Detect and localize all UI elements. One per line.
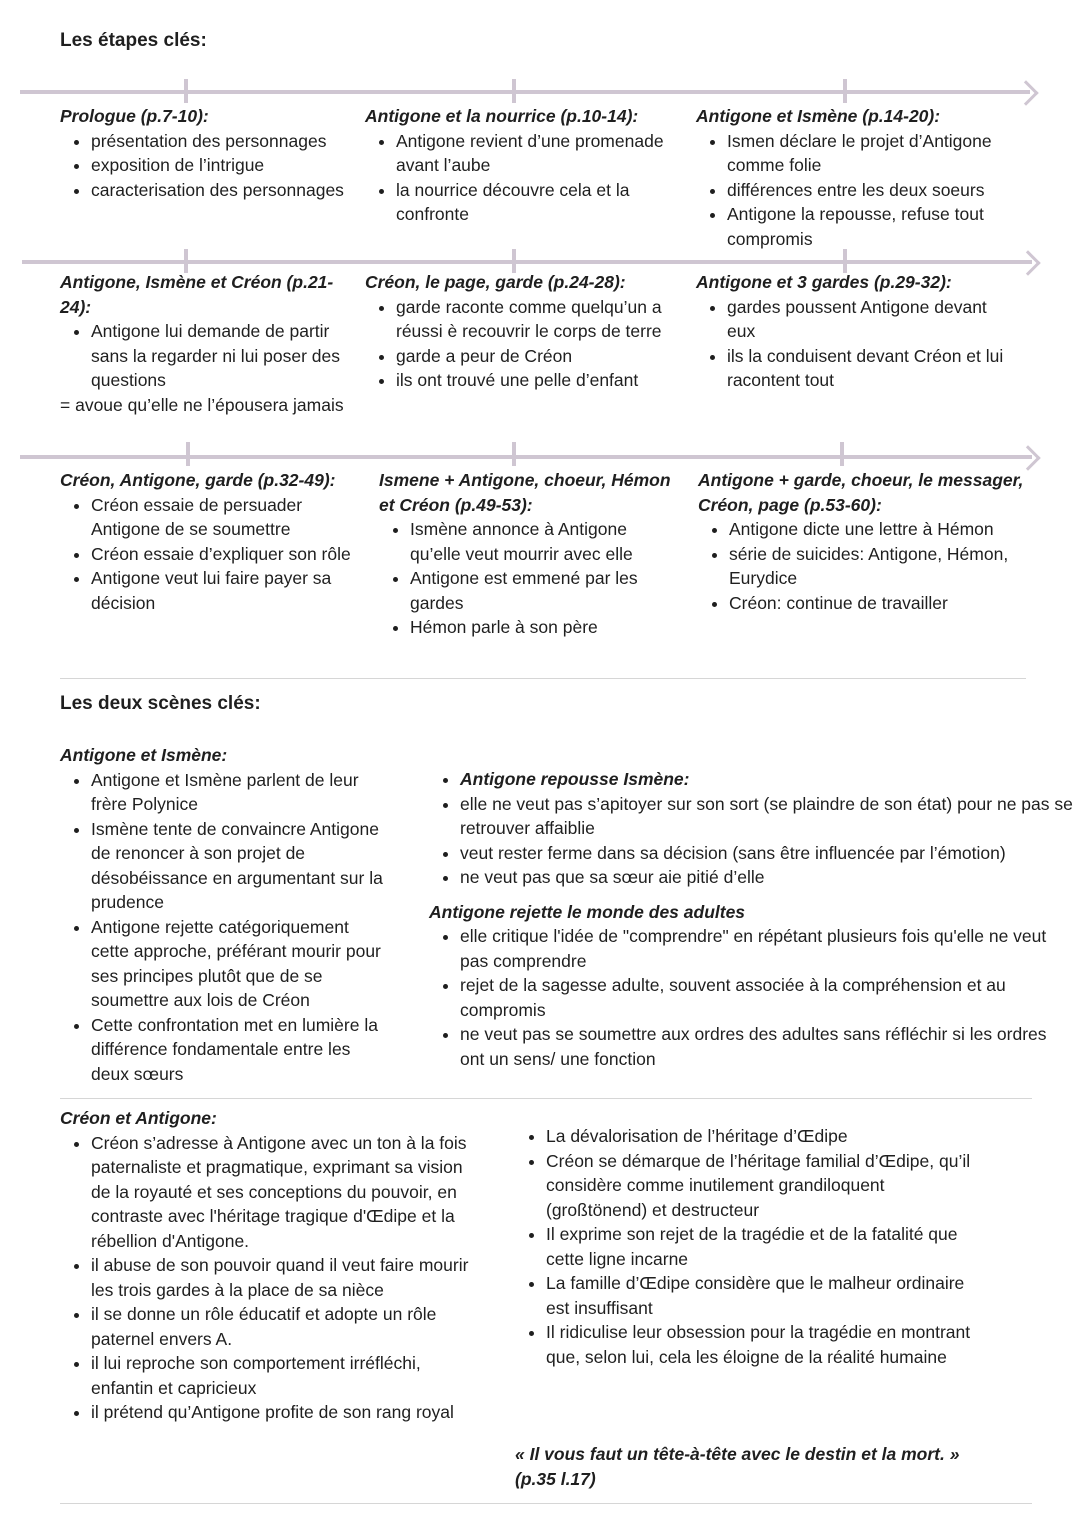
list-item: • elle ne veut pas s’apitoyer sur son sort (se plaindre de son état) pour ne pas se retrouver affaiblie <box>460 792 1074 841</box>
list-item: • Créon essaie d’expliquer son rôle <box>91 542 360 567</box>
arrow-right-icon <box>1015 445 1040 470</box>
step-nourrice <box>365 104 685 227</box>
step-prologue <box>60 104 360 202</box>
list-item: • caracterisation des personnages <box>91 178 360 203</box>
list-item: • Cette confrontation met en lumière la différence fondamentale entre les deux sœurs <box>91 1013 390 1087</box>
step-title: Antigone et 3 gardes (p.29-32): <box>696 272 952 292</box>
timeline-line <box>20 455 1032 459</box>
page-title: Les étapes clés: <box>60 30 207 51</box>
divider <box>60 1503 1032 1504</box>
timeline-tick <box>184 79 188 103</box>
list-item: • gardes poussent Antigone devant eux <box>727 295 1016 344</box>
list-item: • il lui reproche son comportement irréfléchi, enfantin et capricieux <box>91 1351 480 1400</box>
list-item: • présentation des personnages <box>91 129 360 154</box>
quote-text: « Il vous faut un tête-à-tête avec le destin et la mort. » <box>515 1444 960 1464</box>
timeline-line <box>20 90 1030 94</box>
list-item: • Ismen déclare le projet d’Antigone comme folie <box>727 129 1031 178</box>
step-title: Ismene + Antigone, choeur, Hémon et Créon (p.49-53): <box>379 470 671 515</box>
subsection-title: Antigone rejette le monde des adultes <box>429 901 746 922</box>
timeline-tick <box>843 79 847 103</box>
list-item: • elle critique l'idée de "comprendre" en répétant plusieurs fois qu'elle ne veut pas comprendre <box>460 924 1074 973</box>
step-creon-page-garde <box>365 270 680 393</box>
list-item: • Ismène annonce à Antigone qu’elle veut mourrir avec elle <box>410 517 679 566</box>
list-item: • Antigone repousse Ismène: <box>460 767 1074 792</box>
list-item: • il se donne un rôle éducatif et adopte un rôle paternel envers A. <box>91 1302 480 1351</box>
list-item: • Il exprime son rejet de la tragédie et de la fatalité que cette ligne incarne <box>546 1222 985 1271</box>
list-item: • rejet de la sagesse adulte, souvent associée à la compréhension et au compromis <box>460 973 1074 1022</box>
list-item: • garde raconte comme quelqu’un a réussi è recouvrir le corps de terre <box>396 295 680 344</box>
list-item: • ils la conduisent devant Créon et lui racontent tout <box>727 344 1016 393</box>
list-item: • exposition de l’intrigue <box>91 153 360 178</box>
timeline-line <box>22 260 1032 264</box>
step-suicides <box>698 468 1038 615</box>
quote <box>515 1442 1035 1491</box>
timeline-tick <box>186 442 190 466</box>
list-item: • différences entre les deux soeurs <box>727 178 1031 203</box>
scene-1-analysis <box>429 767 1074 1071</box>
timeline-tick <box>512 79 516 103</box>
step-title: Antigone et la nourrice (p.10-14): <box>365 106 639 126</box>
scene-2-analysis <box>515 1124 985 1369</box>
list-item: • garde a peur de Créon <box>396 344 680 369</box>
list-item: • ne veut pas que sa sœur aie pitié d’elle <box>460 865 1074 890</box>
scene-antigone-ismene <box>60 743 390 1086</box>
step-antigone-ismene-creon <box>60 270 350 417</box>
step-title: Antigone + garde, choeur, le messager, Créon, page (p.53-60): <box>698 470 1024 515</box>
divider <box>60 678 1026 679</box>
list-item: • Créon se démarque de l’héritage familial d’Œdipe, qu’il considère comme inutilement grandiloquent (großtönend) et destructeur <box>546 1149 985 1223</box>
step-title: Antigone et Ismène (p.14-20): <box>696 106 941 126</box>
quote-reference: (p.35 l.17) <box>515 1468 596 1489</box>
step-note: = avoue qu’elle ne l’épousera jamais <box>60 394 344 415</box>
list-item: • série de suicides: Antigone, Hémon, Eurydice <box>729 542 1038 591</box>
list-item: • la nourrice découvre cela et la confronte <box>396 178 685 227</box>
arrow-right-icon <box>1013 80 1038 105</box>
step-ismene <box>696 104 1031 251</box>
list-item: • Antigone revient d’une promenade avant l’aube <box>396 129 685 178</box>
step-title: Prologue (p.7-10): <box>60 106 209 126</box>
scene-title: Créon et Antigone: <box>60 1108 217 1128</box>
list-item: • Antigone dicte une lettre à Hémon <box>729 517 1038 542</box>
divider <box>60 1098 1032 1099</box>
list-item: • ne veut pas se soumettre aux ordres des adultes sans réfléchir si les ordres ont un sens/ une fonction <box>460 1022 1074 1071</box>
list-item: • Antigone et Ismène parlent de leur frère Polynice <box>91 768 390 817</box>
scene-creon-antigone <box>60 1106 480 1425</box>
step-ismene-hemon <box>379 468 679 640</box>
list-item: • Ismène tente de convaincre Antigone de renoncer à son projet de désobéissance en argumentant sur la prudence <box>91 817 390 915</box>
step-title: Antigone, Ismène et Créon (p.21-24): <box>60 272 334 317</box>
list-item: • La famille d’Œdipe considère que le malheur ordinaire est insuffisant <box>546 1271 985 1320</box>
list-item: • Il ridiculise leur obsession pour la tragédie en montrant que, selon lui, cela les éloigne de la réalité humaine <box>546 1320 985 1369</box>
step-trois-gardes <box>696 270 1016 393</box>
list-item: • il prétend qu’Antigone profite de son rang royal <box>91 1400 480 1425</box>
arrow-right-icon <box>1015 250 1040 275</box>
list-item: • Antigone veut lui faire payer sa décision <box>91 566 360 615</box>
scene-title: Antigone et Ismène: <box>60 745 228 765</box>
step-title: Créon, Antigone, garde (p.32-49): <box>60 470 336 490</box>
list-item: • veut rester ferme dans sa décision (sans être influencée par l’émotion) <box>460 841 1074 866</box>
list-item: • La dévalorisation de l’héritage d’Œdipe <box>546 1124 985 1149</box>
list-item: • Antigone lui demande de partir sans la regarder ni lui poser des questions <box>91 319 350 393</box>
list-item: • Antigone la repousse, refuse tout compromis <box>727 202 1031 251</box>
list-item: • Antigone rejette catégoriquement cette approche, préférant mourir pour ses principes plutôt que de se soumettre aux lois de Créon <box>91 915 390 1013</box>
list-item: • il abuse de son pouvoir quand il veut faire mourir les trois gardes à la place de sa nièce <box>91 1253 480 1302</box>
list-item: • Créon essaie de persuader Antigone de se soumettre <box>91 493 360 542</box>
section-title: Les deux scènes clés: <box>60 693 261 714</box>
list-item: • Antigone est emmené par les gardes <box>410 566 679 615</box>
list-item: • Hémon parle à son père <box>410 615 679 640</box>
step-creon-antigone-garde <box>60 468 360 615</box>
list-item: • ils ont trouvé une pelle d’enfant <box>396 368 680 393</box>
step-title: Créon, le page, garde (p.24-28): <box>365 272 626 292</box>
timeline-tick <box>840 442 844 466</box>
list-item: • Créon s’adresse à Antigone avec un ton à la fois paternaliste et pragmatique, exprimant sa vision de la royauté et ses conceptions du pouvoir, en contraste avec l'héritage tragique d'Œdipe et la rébellion d'Antigone. <box>91 1131 480 1254</box>
timeline-tick <box>512 442 516 466</box>
list-item: • Créon: continue de travailler <box>729 591 1038 616</box>
